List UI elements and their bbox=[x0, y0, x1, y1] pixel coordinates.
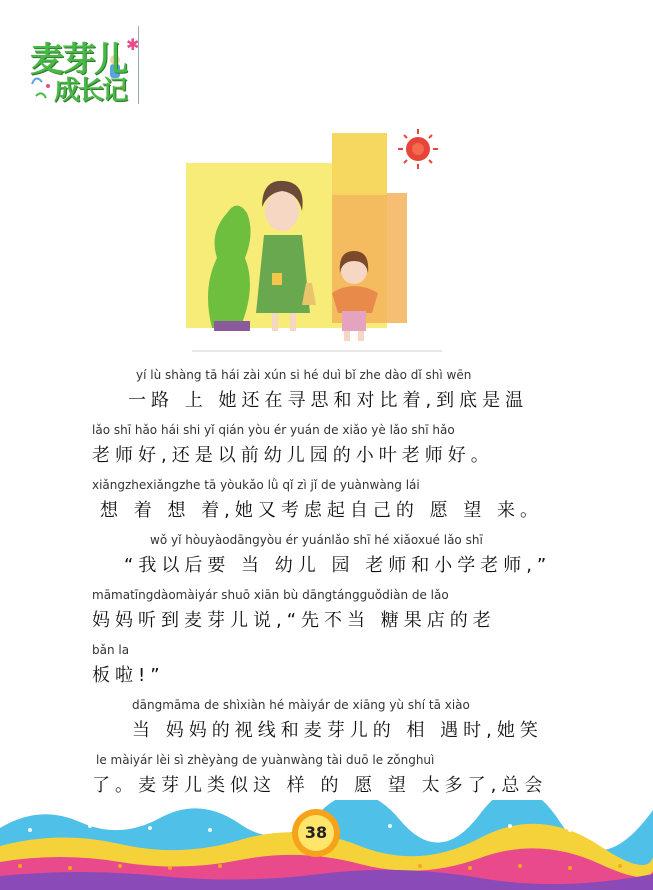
logo-title-line1: 麦芽儿 bbox=[30, 40, 126, 80]
hanzi-line: 当 妈妈的视线和麦芽儿的 相 遇时,她笑 bbox=[132, 720, 543, 741]
pinyin-line: bǎn la bbox=[92, 643, 130, 657]
pinyin-line: dāngmāma de shìxiàn hé màiyár de xiāng yù shí tā xiào bbox=[132, 698, 470, 712]
hanzi-line: 一路 上 她还在寻思和对比着,到底是温 bbox=[128, 390, 529, 411]
book-logo bbox=[26, 26, 140, 106]
hanzi-line: 板啦!” bbox=[92, 665, 165, 686]
hanzi-line: 老师好,还是以前幼儿园的小叶老师好。 bbox=[92, 445, 494, 466]
svg-text:✱: ✱ bbox=[126, 35, 140, 54]
pinyin-line: lǎo shī hǎo hái shi yǐ qián yòu ér yuán de xiǎo yè lǎo shī hǎo bbox=[92, 423, 455, 437]
hanzi-line: 想 着 想 着,她又考虑起自己的 愿 望 来。 bbox=[100, 500, 544, 521]
page-number: 38 bbox=[304, 823, 328, 842]
pinyin-line: māmatīngdàomàiyár shuō xiān bù dāngtángguǒdiàn de lǎo bbox=[92, 588, 449, 602]
pinyin-line: yí lù shàng tā hái zài xún si hé duì bǐ zhe dào dǐ shì wēn bbox=[136, 368, 472, 382]
pinyin-line: le màiyár lèi sì zhèyàng de yuànwàng tài duō le zǒnghuì bbox=[96, 753, 435, 767]
pinyin-line: wǒ yǐ hòuyàodāngyòu ér yuánlǎo shī hé xiǎoxué lǎo shī bbox=[150, 533, 483, 547]
hanzi-line: 妈妈听到麦芽儿说,“先不当 糖果店的老 bbox=[92, 610, 496, 631]
logo-title-line2: 成长记 bbox=[54, 76, 127, 106]
hanzi-line: “我以后要 当 幼儿 园 老师和小学老师,” bbox=[124, 555, 552, 576]
hanzi-line: 了。麦芽儿类似这 样 的 愿 望 太多了,总会 bbox=[92, 775, 548, 796]
story-illustration bbox=[182, 123, 445, 353]
pinyin-line: xiǎngzhexiǎngzhe tā yòukǎo lǜ qǐ zì jǐ de yuànwàng lái bbox=[92, 478, 420, 492]
